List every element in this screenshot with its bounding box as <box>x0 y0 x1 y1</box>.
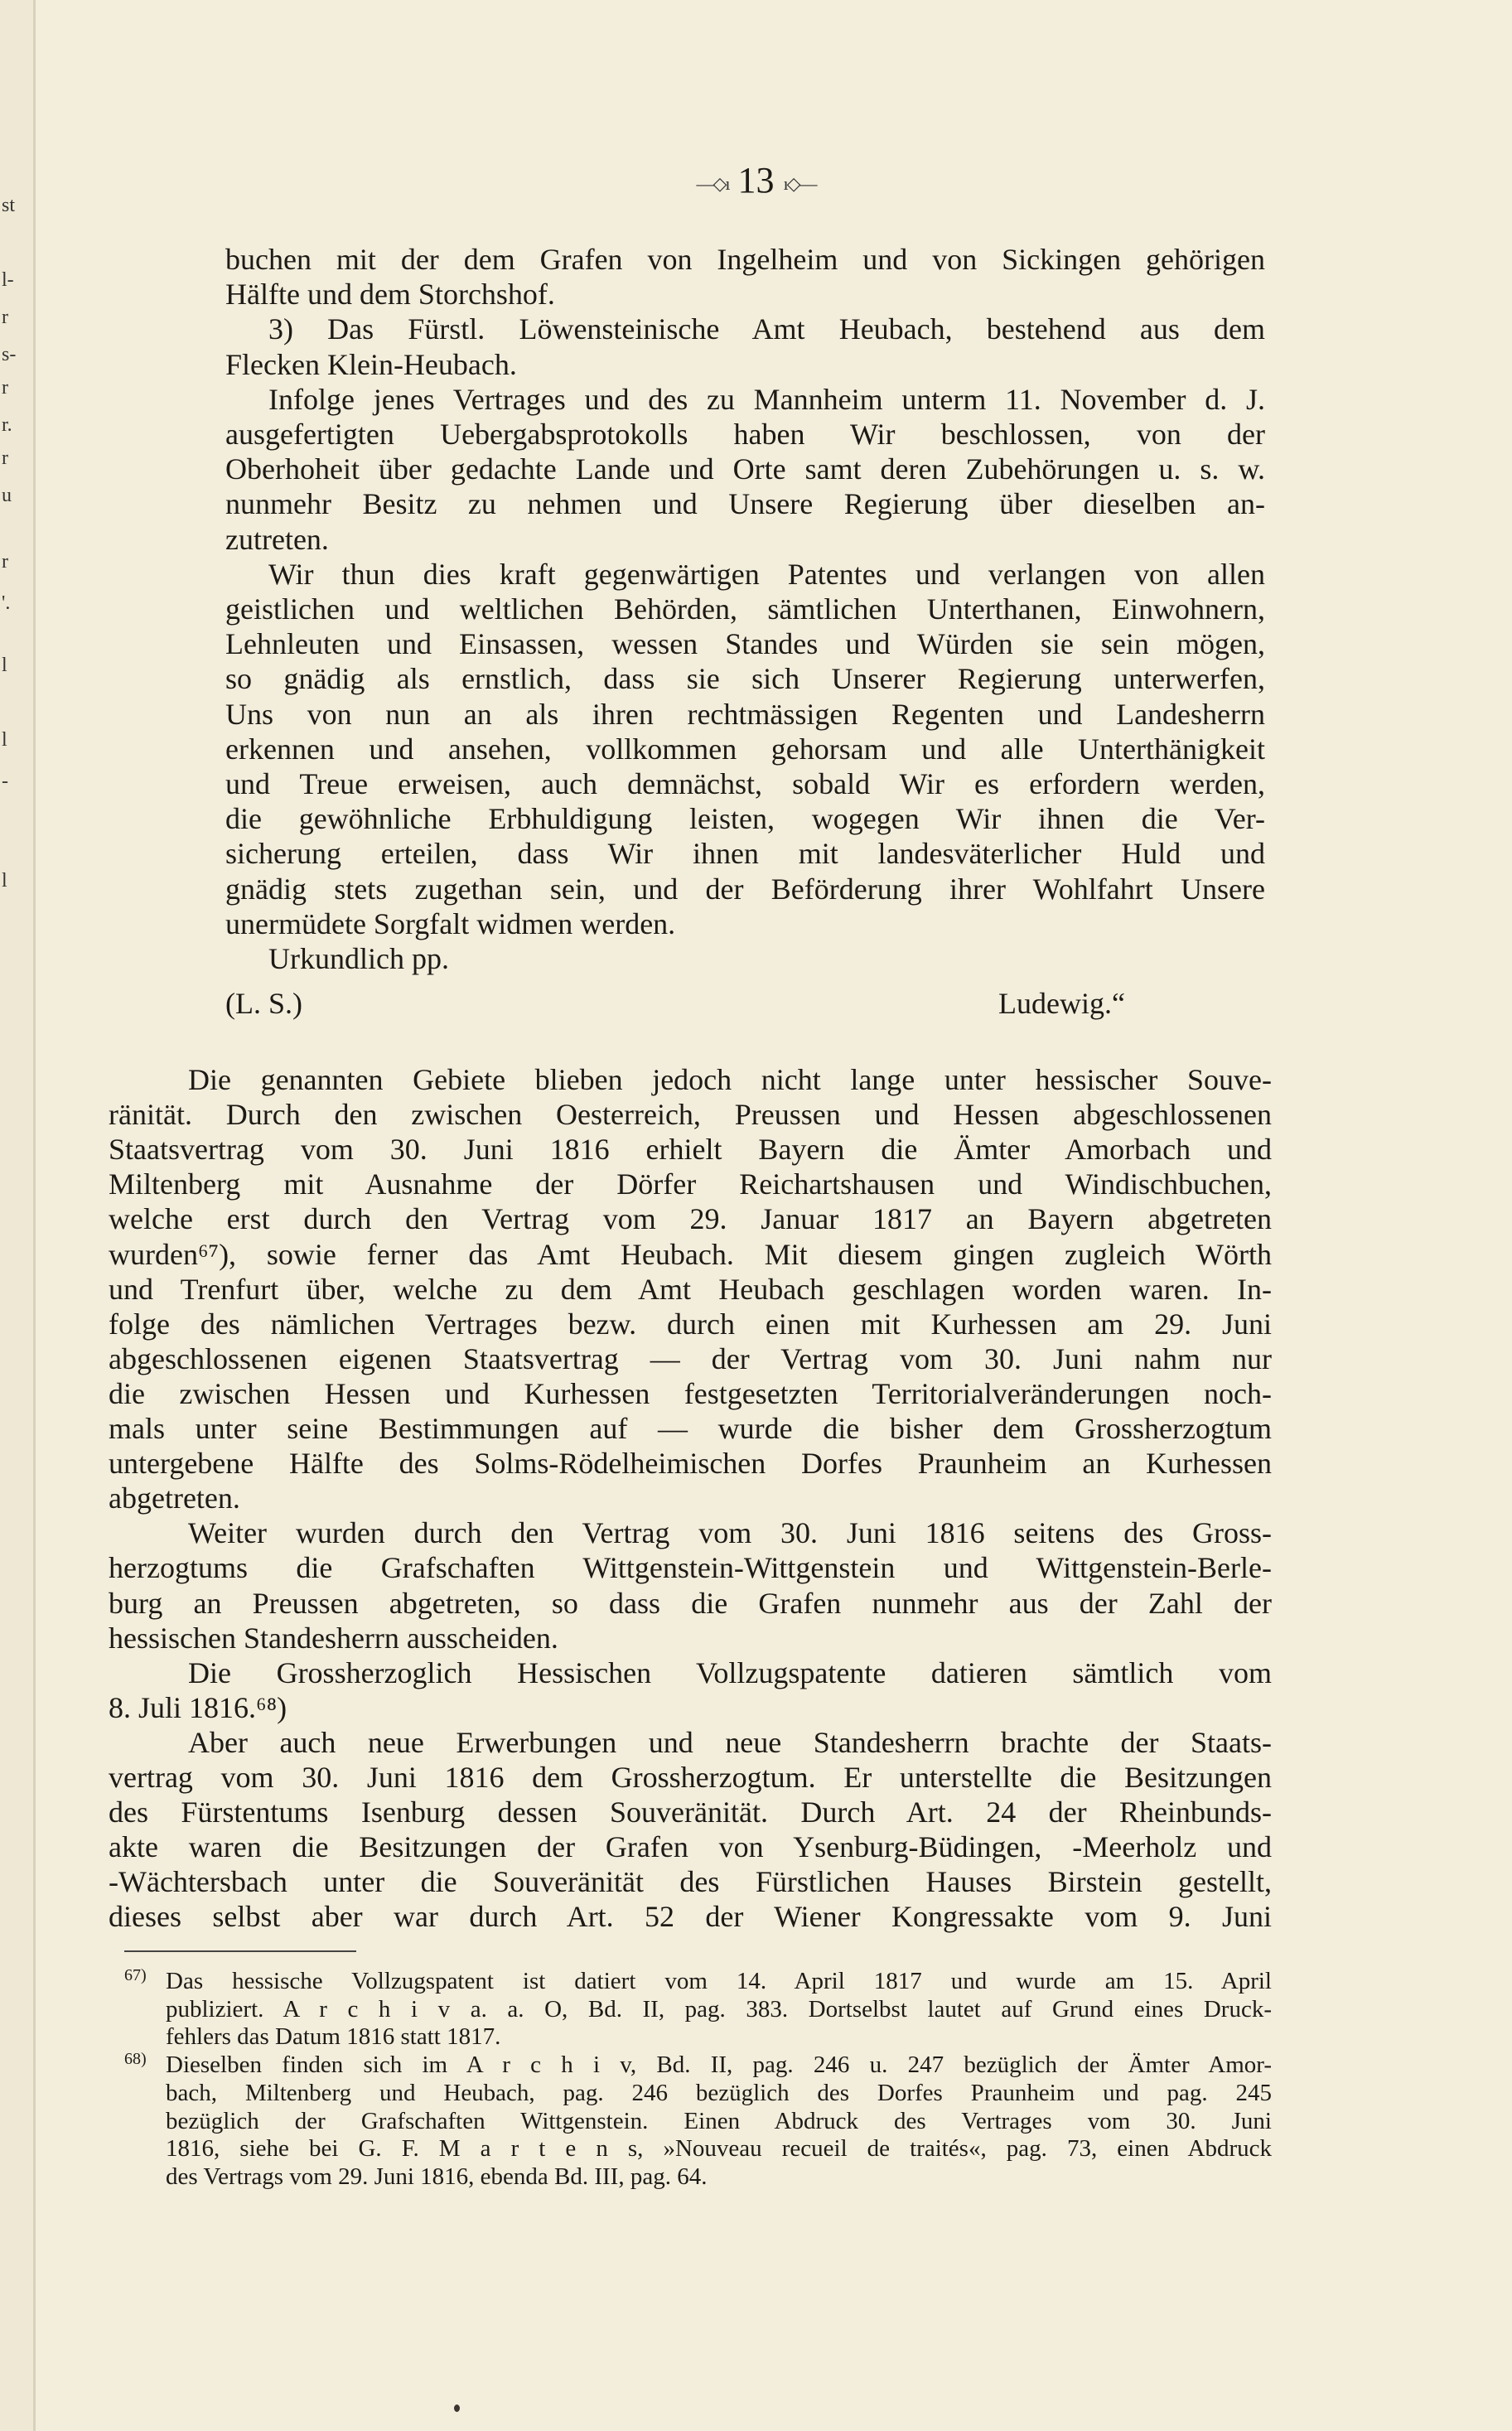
page-header <box>0 159 1512 201</box>
text-line: und Treue erweisen, auch demnächst, sobald Wir es erfordern werden, <box>225 767 1265 800</box>
ornament-right-icon: ı◇— <box>783 172 816 194</box>
text-line: Hälfte und dem Storchshof. <box>225 278 555 312</box>
text-line: 8. Juli 1816.⁶⁸) <box>109 1690 287 1724</box>
margin-fragment: l- <box>2 269 14 291</box>
text-line: Die Grossherzoglich Hessischen Vollzugspatente datieren sämtlich vom <box>188 1655 1272 1689</box>
text-line: sicherung erteilen, dass Wir ihnen mit landesväterlicher Huld und <box>225 837 1265 871</box>
margin-fragment: r. <box>2 414 12 436</box>
text-line: und Trenfurt über, welche zu dem Amt Heubach geschlagen worden waren. In- <box>109 1272 1272 1306</box>
text-line: buchen mit der dem Grafen von Ingelheim und von Sickingen gehörigen <box>225 243 1265 276</box>
text-line: 3) Das Fürstl. Löwensteinische Amt Heubach, bestehend aus dem <box>268 312 1265 346</box>
margin-fragment: st <box>2 195 16 216</box>
text-line: so gnädig als ernstlich, dass sie sich Unserer Regierung unterwerfen, <box>225 662 1265 696</box>
text-line: Infolge jenes Vertrages und des zu Mannheim unterm 11. November d. J. <box>268 382 1265 416</box>
text-line: vertrag vom 30. Juni 1816 dem Grossherzogtum. Er unterstellte die Besitzungen <box>109 1761 1272 1794</box>
text-line: erkennen und ansehen, vollkommen gehorsam und alle Unterthänigkeit <box>225 732 1265 766</box>
text-line: Oberhoheit über gedachte Lande und Orte samt deren Zubehörungen u. s. w. <box>225 452 1265 486</box>
page-gutter-line <box>33 0 36 2431</box>
margin-fragment: '. <box>2 592 11 614</box>
text-line: Flecken Klein-Heubach. <box>225 347 517 381</box>
margin-fragment: r <box>2 377 8 399</box>
text-line: akte waren die Besitzungen der Grafen von Ysenburg-Büdingen, -Meerholz und <box>109 1830 1272 1864</box>
text-line: des Fürstentums Isenburg dessen Souveränität. Durch Art. 24 der Rheinbunds- <box>109 1795 1272 1829</box>
footnote-separator <box>124 1950 356 1952</box>
margin-fragment: s- <box>2 344 17 365</box>
text-line: Dieselben finden sich im A r c h i v, Bd. II, pag. 246 u. 247 bezüglich der Ämter Amor- <box>166 2052 1272 2079</box>
text-line: Uns von nun an als ihren rechtmässigen Regenten und Landesherrn <box>225 697 1265 731</box>
text-line: hessischen Standesherrn ausscheiden. <box>109 1621 558 1655</box>
text-line: Die genannten Gebiete blieben jedoch nicht lange unter hessischer Souve- <box>188 1063 1272 1096</box>
text-line: gnädig stets zugethan sein, und der Beförderung ihrer Wohlfahrt Unsere <box>225 872 1265 906</box>
page-number: 13 <box>737 160 775 201</box>
margin-fragment: l <box>2 870 7 892</box>
text-line: Urkundlich pp. <box>268 942 449 975</box>
ornament-left-icon: —◇ı <box>696 172 729 194</box>
text-line: zutreten. <box>225 522 329 556</box>
text-line: abgeschlossenen eigenen Staatsvertrag — der Vertrag vom 30. Juni nahm nur <box>109 1341 1272 1375</box>
text-line: fehlers das Datum 1816 statt 1817. <box>166 2023 501 2051</box>
text-line: ausgefertigten Uebergabsprotokolls haben Wir beschlossen, von der <box>225 418 1265 451</box>
text-line: abgetreten. <box>109 1481 240 1515</box>
text-line: dieses selbst aber war durch Art. 52 der Wiener Kongressakte vom 9. Juni <box>109 1900 1272 1934</box>
text-line: des Vertrags vom 29. Juni 1816, ebenda Bd. III, pag. 64. <box>166 2163 708 2190</box>
text-line: nunmehr Besitz zu nehmen und Unsere Regierung über dieselben an- <box>225 487 1265 521</box>
footnote-number: 67) <box>124 1966 147 1984</box>
footnote-number: 68) <box>124 2050 147 2069</box>
text-line: Aber auch neue Erwerbungen und neue Standesherrn brachte der Staats- <box>188 1725 1272 1759</box>
margin-fragment: r <box>2 551 8 573</box>
text-line: Wir thun dies kraft gegenwärtigen Patentes und verlangen von allen <box>268 557 1265 591</box>
text-line: bach, Miltenberg und Heubach, pag. 246 bezüglich des Dorfes Praunheim und pag. 245 <box>166 2079 1272 2106</box>
text-line: ränität. Durch den zwischen Oesterreich, Preussen und Hessen abgeschlossenen <box>109 1098 1272 1132</box>
text-line: folge des nämlichen Vertrages bezw. durch einen mit Kurhessen am 29. Juni <box>109 1307 1272 1341</box>
ink-dot <box>454 2404 460 2412</box>
text-line: bezüglich der Grafschaften Wittgenstein. Einen Abdruck des Vertrages vom 30. Juni <box>166 2107 1272 2134</box>
text-line: die zwischen Hessen und Kurhessen festgesetzten Territorialveränderungen noch- <box>109 1376 1272 1410</box>
text-line: mals unter seine Bestimmungen auf — wurde die bisher dem Grossherzogtum <box>109 1412 1272 1445</box>
text-line: unermüdete Sorgfalt widmen werden. <box>225 906 676 940</box>
margin-fragment: u <box>2 485 12 506</box>
text-line: -Wächtersbach unter die Souveränität des Fürstlichen Hauses Birstein gestellt, <box>109 1865 1272 1899</box>
text-line: Staatsvertrag vom 30. Juni 1816 erhielt Bayern die Ämter Amorbach und <box>109 1133 1272 1167</box>
margin-fragment: l <box>2 655 7 676</box>
text-line: untergebene Hälfte des Solms-Rödelheimischen Dorfes Praunheim an Kurhessen <box>109 1447 1272 1481</box>
text-line: Miltenberg mit Ausnahme der Dörfer Reichartshausen und Windischbuchen, <box>109 1167 1272 1201</box>
text-line: publiziert. A r c h i v a. a. O, Bd. II, pag. 383. Dortselbst lautet auf Grund eines Druck- <box>166 1995 1272 2023</box>
seal-mark: (L. S.) <box>225 987 302 1020</box>
text-line: burg an Preussen abgetreten, so dass die Grafen nunmehr aus der Zahl der <box>109 1586 1272 1620</box>
text-line: Weiter wurden durch den Vertrag vom 30. Juni 1816 seitens des Gross- <box>188 1516 1272 1550</box>
text-line: wurden⁶⁷), sowie ferner das Amt Heubach. Mit diesem gingen zugleich Wörth <box>109 1237 1272 1271</box>
signature-name: Ludewig.“ <box>998 987 1125 1020</box>
text-line: herzogtums die Grafschaften Wittgenstein-Wittgenstein und Wittgenstein-Berle- <box>109 1551 1272 1585</box>
text-line: Lehnleuten und Einsassen, wessen Standes und Würden sie sein mögen, <box>225 627 1265 661</box>
text-line: 1816, siehe bei G. F. M a r t e n s, »Nouveau recueil de traités«, pag. 73, einen Abdruck <box>166 2135 1272 2163</box>
text-line: Das hessische Vollzugspatent ist datiert vom 14. April 1817 und wurde am 15. April <box>166 1968 1272 1994</box>
text-line: die gewöhnliche Erbhuldigung leisten, wogegen Wir ihnen die Ver- <box>225 802 1265 836</box>
text-line: geistlichen und weltlichen Behörden, sämtlichen Unterthanen, Einwohnern, <box>225 592 1265 626</box>
margin-fragment: r <box>2 307 8 328</box>
text-line: welche erst durch den Vertrag vom 29. Januar 1817 an Bayern abgetreten <box>109 1202 1272 1236</box>
margin-fragment: r <box>2 447 8 469</box>
margin-fragment: l <box>2 729 7 751</box>
margin-fragment: - <box>2 771 8 792</box>
